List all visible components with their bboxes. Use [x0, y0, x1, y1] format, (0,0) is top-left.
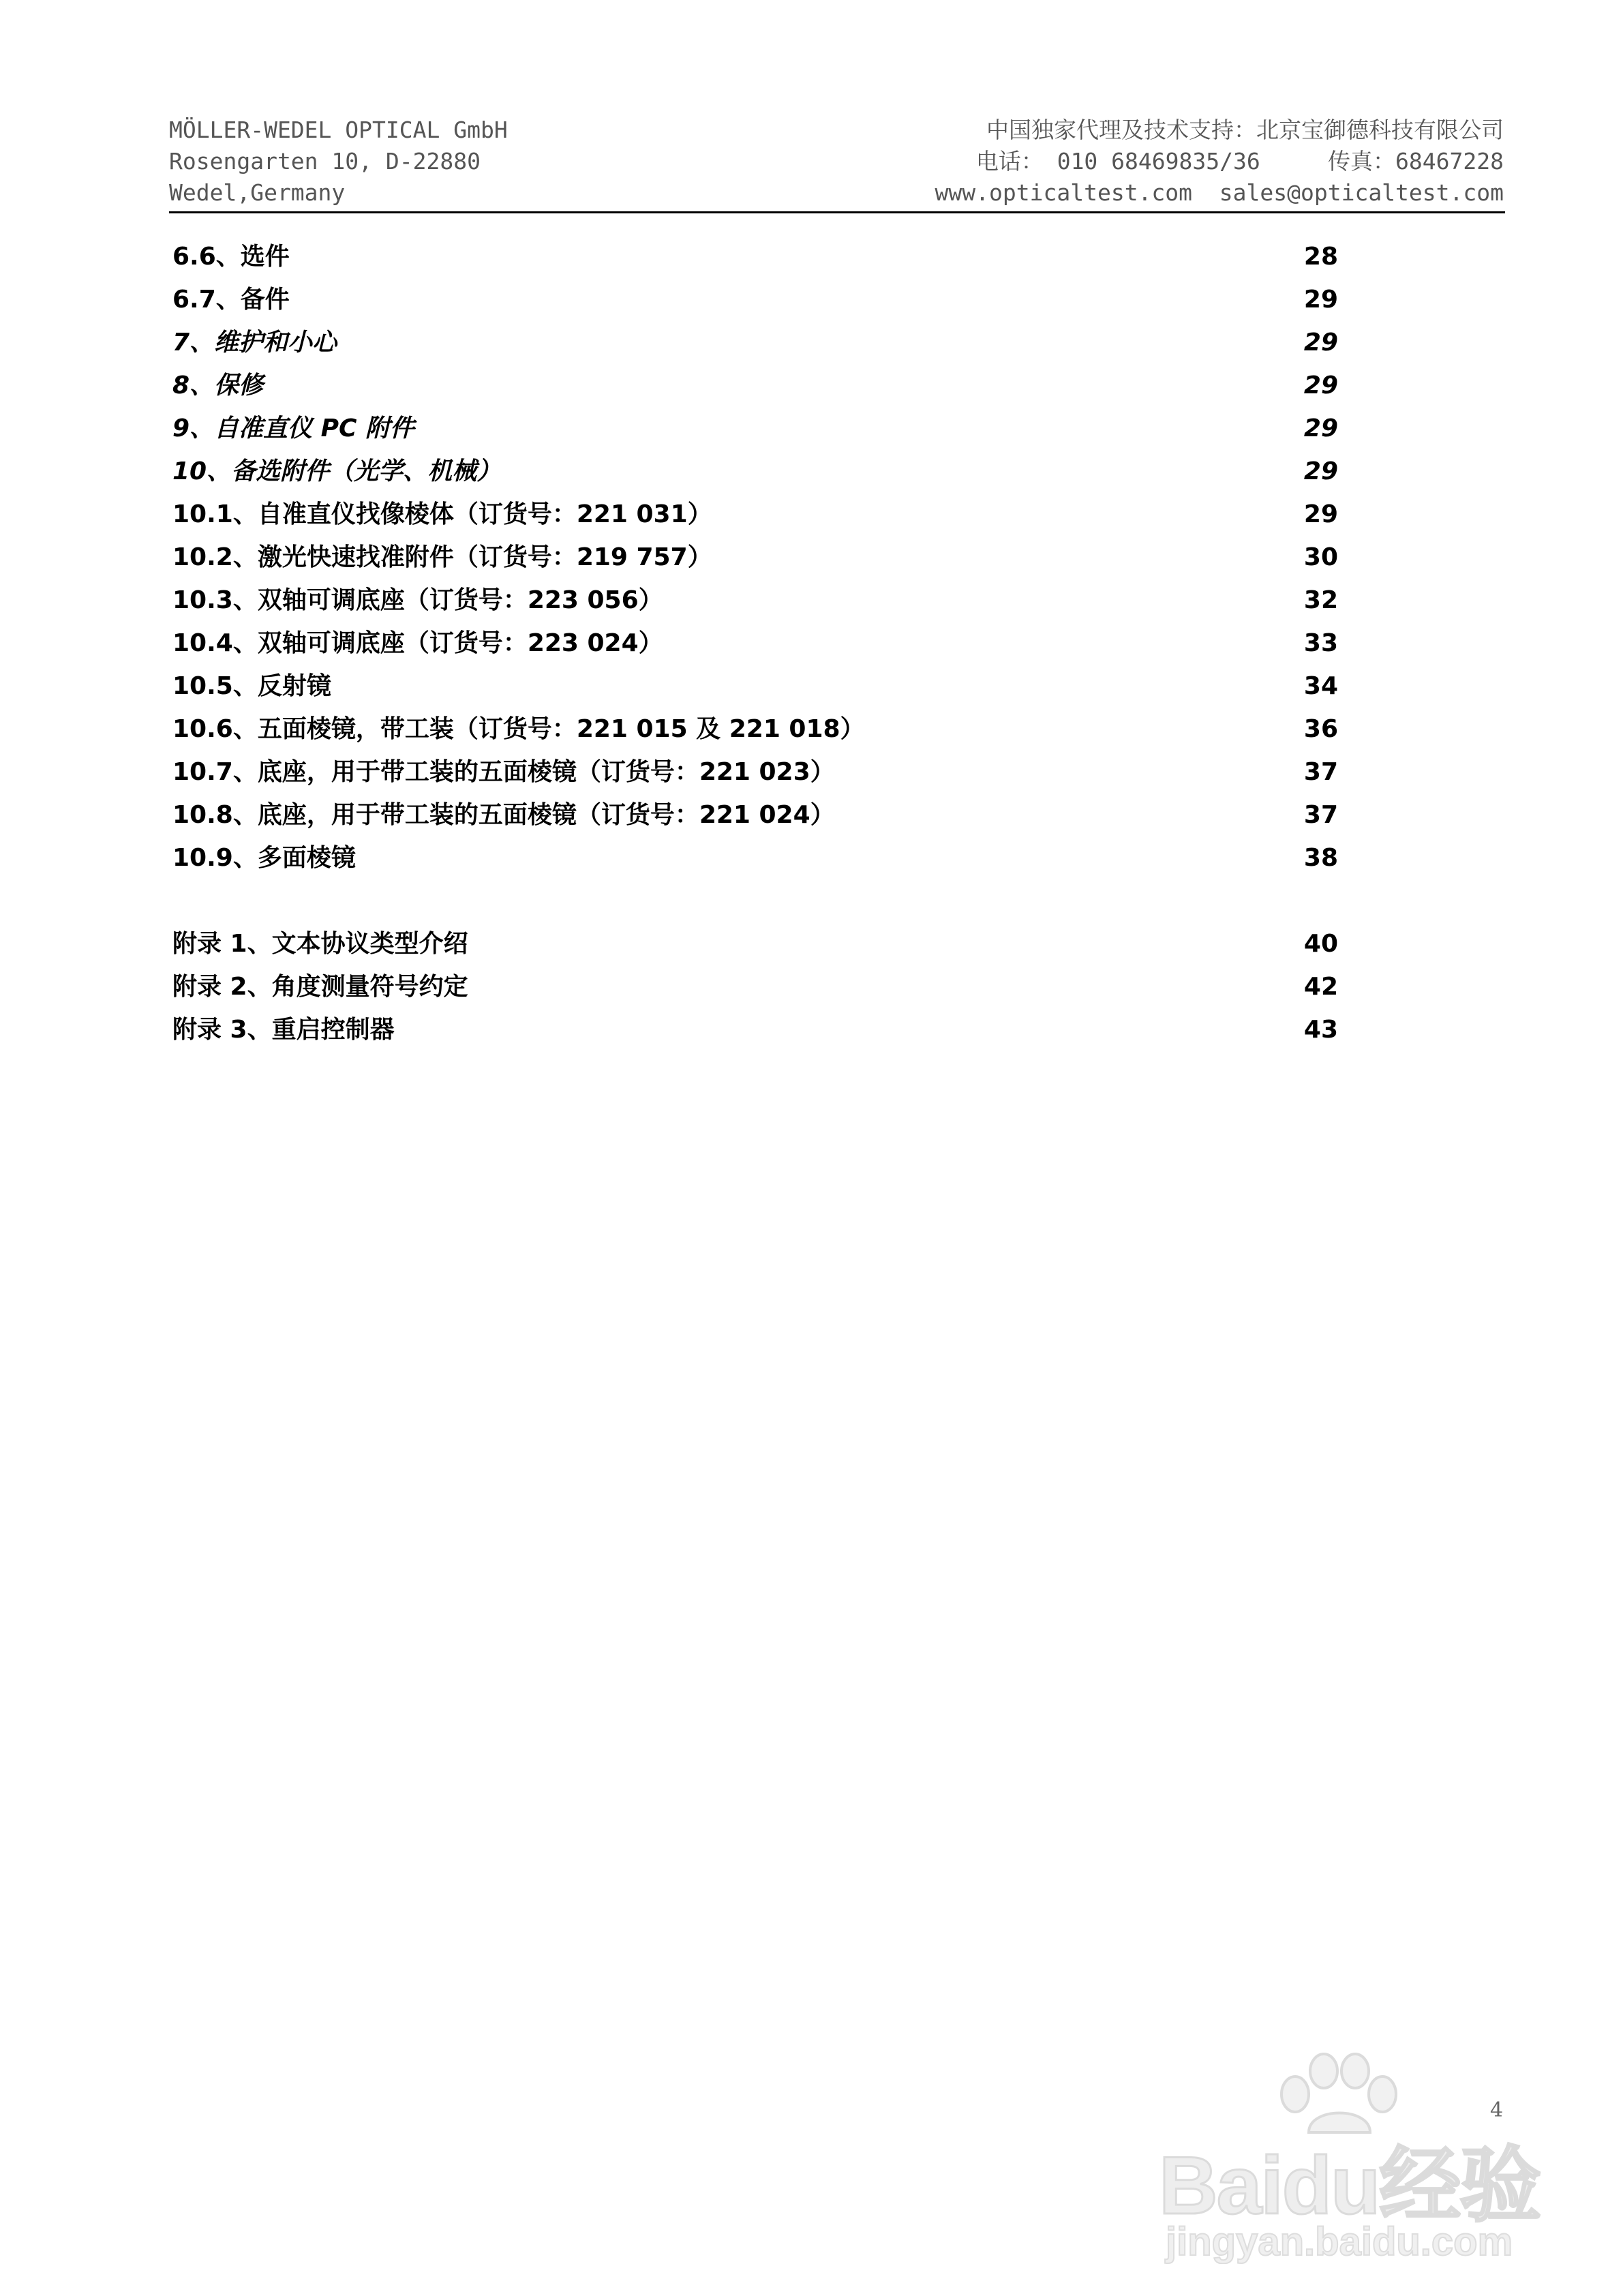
baidu-jingyan-watermark [1152, 2052, 1541, 2270]
company-street: Rosengarten 10, D-22880 [169, 148, 481, 175]
watermark-brand: Baidu经验 [1159, 2140, 1541, 2231]
toc-entry-page: 37 [1303, 758, 1338, 786]
toc-entry[interactable] [172, 794, 1338, 836]
toc-entry[interactable] [172, 407, 1338, 450]
toc-entry-title: 10.9、多面棱镜 [172, 844, 356, 872]
toc-entry[interactable] [172, 751, 1338, 794]
appendix-entry[interactable] [172, 922, 1338, 965]
toc-entry-page: 29 [1303, 372, 1338, 399]
table-of-contents [172, 235, 1338, 1051]
toc-entry[interactable] [172, 364, 1338, 407]
toc-entry-title: 10.3、双轴可调底座（订货号：223 056） [172, 586, 663, 614]
appendix-entry-title: 附录 3、重启控制器 [172, 1016, 395, 1044]
toc-entry[interactable] [172, 450, 1338, 493]
toc-entry-title: 10、备选附件（光学、机械） [172, 457, 502, 485]
toc-entry[interactable] [172, 235, 1338, 278]
toc-entry[interactable] [172, 579, 1338, 622]
toc-entry-page: 33 [1303, 629, 1338, 657]
appendix-entry[interactable] [172, 965, 1338, 1008]
appendix-entry-page: 43 [1303, 1016, 1338, 1044]
toc-entry[interactable] [172, 493, 1338, 536]
toc-entry-title: 10.5、反射镜 [172, 672, 331, 700]
toc-entry-title: 10.6、五面棱镜，带工装（订货号：221 015 及 221 018） [172, 715, 865, 743]
toc-entry[interactable] [172, 836, 1338, 879]
toc-entry-title: 10.7、底座，用于带工装的五面棱镜（订货号：221 023） [172, 758, 835, 786]
agent-contact [935, 115, 1504, 209]
watermark-url: jingyan.baidu.com [1166, 2220, 1513, 2264]
company-address [169, 115, 508, 209]
header-divider [169, 211, 1505, 213]
appendix-entry[interactable] [172, 1008, 1338, 1051]
toc-entry-page: 30 [1303, 543, 1338, 571]
toc-entry-title: 9、自准直仪 PC 附件 [172, 414, 414, 442]
toc-entry-page: 29 [1303, 286, 1338, 314]
toc-entry-title: 10.1、自准直仪找像棱体（订货号：221 031） [172, 500, 712, 528]
appendix-entry-page: 42 [1303, 973, 1338, 1001]
appendix-entry-title: 附录 2、角度测量符号约定 [172, 973, 468, 1001]
toc-entry-page: 32 [1303, 586, 1338, 614]
toc-entry-page: 37 [1303, 801, 1338, 829]
toc-entry-page: 29 [1303, 414, 1338, 442]
toc-entry-page: 38 [1303, 844, 1338, 872]
toc-entry-page: 28 [1303, 243, 1338, 271]
appendix-entry-page: 40 [1303, 930, 1338, 958]
toc-entry-title: 10.8、底座，用于带工装的五面棱镜（订货号：221 024） [172, 801, 835, 829]
toc-entry-page: 29 [1303, 329, 1338, 357]
toc-entry-page: 29 [1303, 457, 1338, 485]
toc-spacer [172, 879, 1338, 922]
toc-entry-title: 10.2、激光快速找准附件（订货号：219 757） [172, 543, 712, 571]
toc-entry-title: 10.4、双轴可调底座（订货号：223 024） [172, 629, 663, 657]
toc-entry-title: 6.7、备件 [172, 286, 290, 314]
agent-phone-fax: 电话： 010 68469835/36 传真：68467228 [975, 148, 1504, 175]
toc-entry[interactable] [172, 321, 1338, 364]
toc-entry[interactable] [172, 708, 1338, 751]
toc-entry-page: 36 [1303, 715, 1338, 743]
agent-web-email: www.opticaltest.com sales@opticaltest.com [935, 179, 1504, 206]
toc-entry-page: 29 [1303, 500, 1338, 528]
toc-entry-title: 8、保修 [172, 372, 264, 399]
appendix-entry-title: 附录 1、文本协议类型介绍 [172, 930, 468, 958]
toc-entry[interactable] [172, 536, 1338, 579]
toc-entry-title: 7、维护和小心 [172, 329, 337, 357]
toc-entry-page: 34 [1303, 672, 1338, 700]
toc-entry[interactable] [172, 278, 1338, 321]
toc-entry[interactable] [172, 665, 1338, 708]
company-name: MÖLLER-WEDEL OPTICAL GmbH [169, 117, 508, 143]
page-number: 4 [1490, 2098, 1504, 2122]
page-header [169, 115, 1504, 217]
toc-entry[interactable] [172, 622, 1338, 665]
toc-entry-title: 6.6、选件 [172, 243, 290, 271]
agent-name: 中国独家代理及技术支持：北京宝御德科技有限公司 [986, 117, 1504, 143]
company-city: Wedel,Germany [169, 179, 346, 206]
